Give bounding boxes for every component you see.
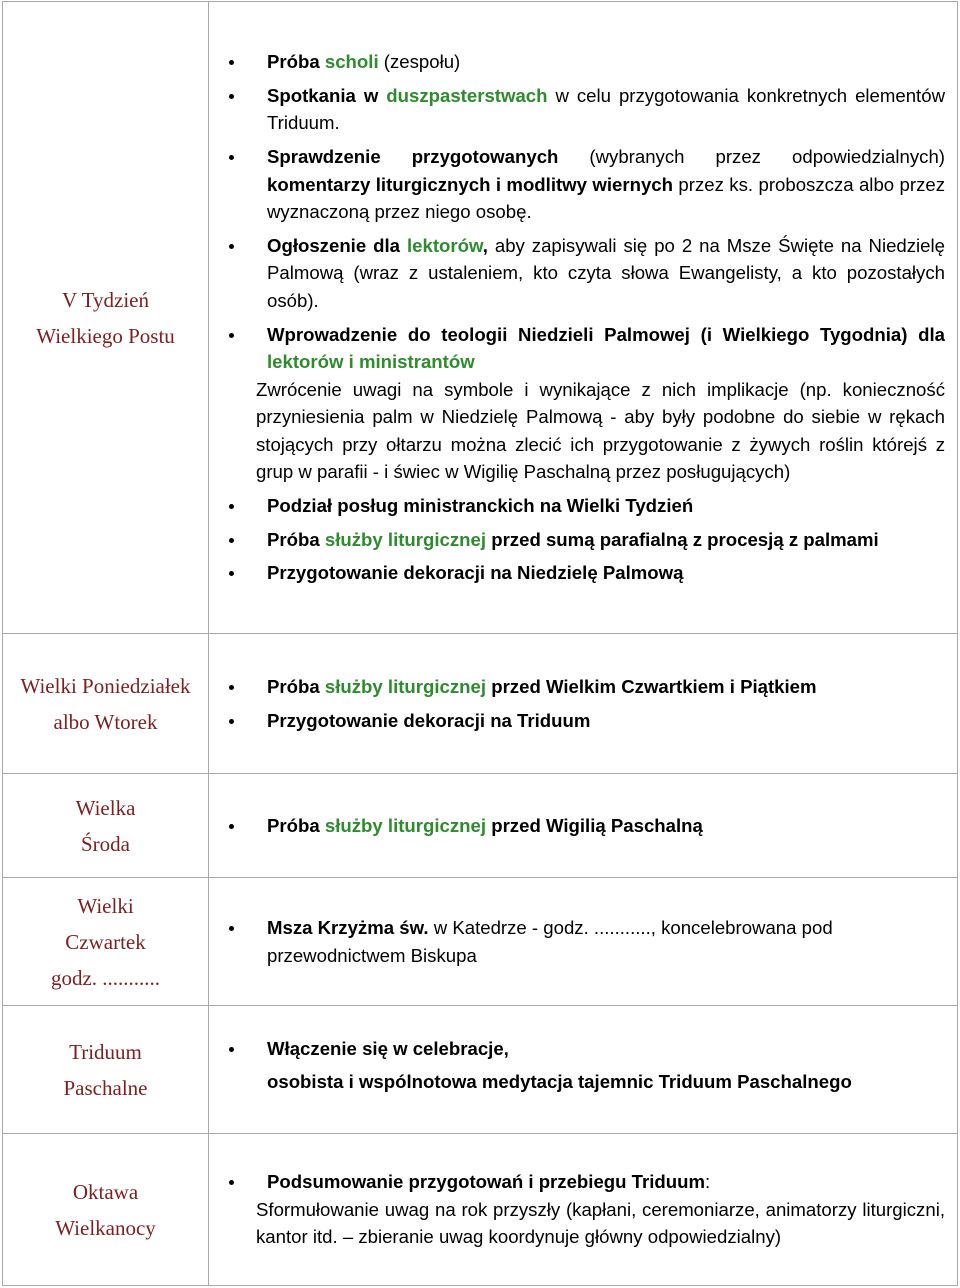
- period-label: [3, 1006, 209, 1134]
- schedule-row-monday: [3, 634, 958, 774]
- task-list: [223, 1168, 945, 1196]
- task-item: [223, 1168, 945, 1196]
- period-label-line: Wielki: [77, 893, 134, 918]
- task-paragraph: [223, 1068, 945, 1096]
- tasks-cell: [209, 878, 958, 1006]
- period-label: [3, 2, 209, 634]
- task-text: Ogłoszenie dla: [267, 234, 407, 256]
- period-label-line: Środa: [81, 831, 130, 856]
- task-text: Włączenie się w celebracje,: [267, 1038, 509, 1060]
- task-list: [223, 492, 945, 587]
- task-text: przed sumą parafialną z procesją z palmami: [486, 528, 879, 550]
- task-text: Podział posług ministranckich na Wielki Tydzień: [267, 495, 694, 517]
- task-text: w Katedrze - godz. ..........., koncelebrowana pod przewodnictwem Biskupa: [267, 916, 833, 966]
- period-label-line: Czwartek: [65, 929, 146, 954]
- task-highlight: duszpasterstwach: [386, 84, 548, 106]
- task-text: Msza Krzyżma św.: [267, 916, 429, 938]
- task-text: przez ks. proboszcza albo przez wyznaczoną przez niego osobę.: [267, 173, 946, 223]
- period-label: [3, 1134, 209, 1286]
- period-label-line: V Tydzień: [62, 287, 149, 312]
- tasks-cell: [209, 2, 958, 634]
- period-label-line: Wielkanocy: [55, 1215, 156, 1240]
- task-text: (wybranych przez odpowiedzialnych): [558, 145, 945, 167]
- task-item: [223, 812, 945, 840]
- task-text: aby zapisywali się po 2 na Msze Święte na Niedzielę Palmową (wraz z ustaleniem, kto czyta słowa Ewangelisty, a kto pozostałych osób).: [267, 234, 945, 311]
- task-highlight: scholi: [324, 51, 379, 73]
- task-text: Spotkania w: [267, 84, 387, 106]
- schedule-row-triduum: [3, 1006, 958, 1134]
- schedule-row-octave: [3, 1134, 958, 1286]
- task-list: [223, 673, 945, 734]
- task-highlight: lektorów: [406, 234, 483, 256]
- period-label: [3, 774, 209, 878]
- tasks-cell: [209, 1134, 958, 1286]
- period-label-line: Oktawa: [72, 1179, 139, 1204]
- task-item: [223, 232, 945, 315]
- task-text: Próba: [267, 51, 325, 73]
- tasks-cell: [209, 634, 958, 774]
- task-text: przed Wigilią Paschalną: [486, 814, 703, 836]
- task-text: :: [705, 1171, 711, 1193]
- task-text: Sprawdzenie przygotowanych: [267, 145, 559, 167]
- period-label-line: Wielkiego Postu: [36, 323, 175, 348]
- task-item: [223, 48, 945, 76]
- task-text: ,: [482, 234, 488, 256]
- period-label-line: Wielka: [75, 795, 136, 820]
- task-text: w celu przygotowania konkretnych elementów Triduum.: [267, 84, 945, 134]
- task-highlight: służby liturgicznej: [324, 528, 487, 550]
- schedule-table: [2, 1, 958, 1286]
- period-label: [3, 634, 209, 774]
- period-label-line: albo Wtorek: [53, 709, 158, 734]
- tasks-cell: [209, 774, 958, 878]
- task-text: Przygotowanie dekoracji na Triduum: [267, 709, 591, 731]
- task-highlight: lektorów i ministrantów: [267, 351, 475, 373]
- task-item: [223, 914, 945, 969]
- task-item: [223, 526, 945, 554]
- task-paragraph: Sformułowanie uwag na rok przyszły (kapłani, ceremoniarze, animatorzy liturgiczni, kantor itd. – zbieranie uwag koordynuje główny odpowiedzialny): [256, 1198, 945, 1248]
- task-list: [223, 914, 945, 969]
- schedule-row-thursday: [3, 878, 958, 1006]
- period-label-line: godz. ...........: [50, 965, 161, 990]
- task-item: [223, 707, 945, 735]
- task-text: (zespołu): [378, 51, 461, 73]
- task-item: [223, 492, 945, 520]
- period-label-line: Wielki Poniedziałek: [20, 673, 191, 698]
- task-text: Próba: [267, 675, 325, 697]
- period-label: [3, 878, 209, 1006]
- tasks-cell: [209, 1006, 958, 1134]
- task-item: [223, 1035, 945, 1063]
- task-paragraph: Zwrócenie uwagi na symbole i wynikające z nich implikacje (np. konieczność przyniesienia palm w Niedzielę Palmową - aby były podobne do siebie w rękach stojących przy ołtarzu można zlecić ich przygotowanie z żywych roślin którejś z grup w parafii - i świec w Wigilię Paschalną przez posługujących): [256, 378, 945, 483]
- task-text: przed Wielkim Czwartkiem i Piątkiem: [486, 675, 817, 697]
- task-highlight: służby liturgicznej: [324, 675, 487, 697]
- task-item: [223, 559, 945, 587]
- task-text: osobista i wspólnotowa medytacja tajemnic Triduum Paschalnego: [267, 1071, 852, 1092]
- task-list: [223, 48, 945, 376]
- period-label-line: Paschalne: [63, 1075, 148, 1100]
- schedule-row-week5: [3, 2, 958, 634]
- task-item: [223, 673, 945, 701]
- task-text: Przygotowanie dekoracji na Niedzielę Palmową: [267, 562, 684, 584]
- task-text: komentarzy liturgicznych i modlitwy wiernych: [267, 173, 674, 195]
- task-item: [223, 143, 945, 226]
- schedule-row-wednesday: [3, 774, 958, 878]
- task-highlight: służby liturgicznej: [324, 814, 487, 836]
- task-text: Próba: [267, 814, 325, 836]
- task-text: Próba: [267, 528, 325, 550]
- task-text: Wprowadzenie do teologii Niedzieli Palmowej (i Wielkiego Tygodnia) dla: [267, 323, 945, 345]
- task-item: [223, 321, 945, 376]
- task-list: [223, 812, 945, 840]
- task-text: Podsumowanie przygotowań i przebiegu Triduum: [267, 1171, 706, 1193]
- task-list: [223, 1035, 945, 1063]
- period-label-line: Triduum: [69, 1039, 142, 1064]
- task-item: [223, 82, 945, 137]
